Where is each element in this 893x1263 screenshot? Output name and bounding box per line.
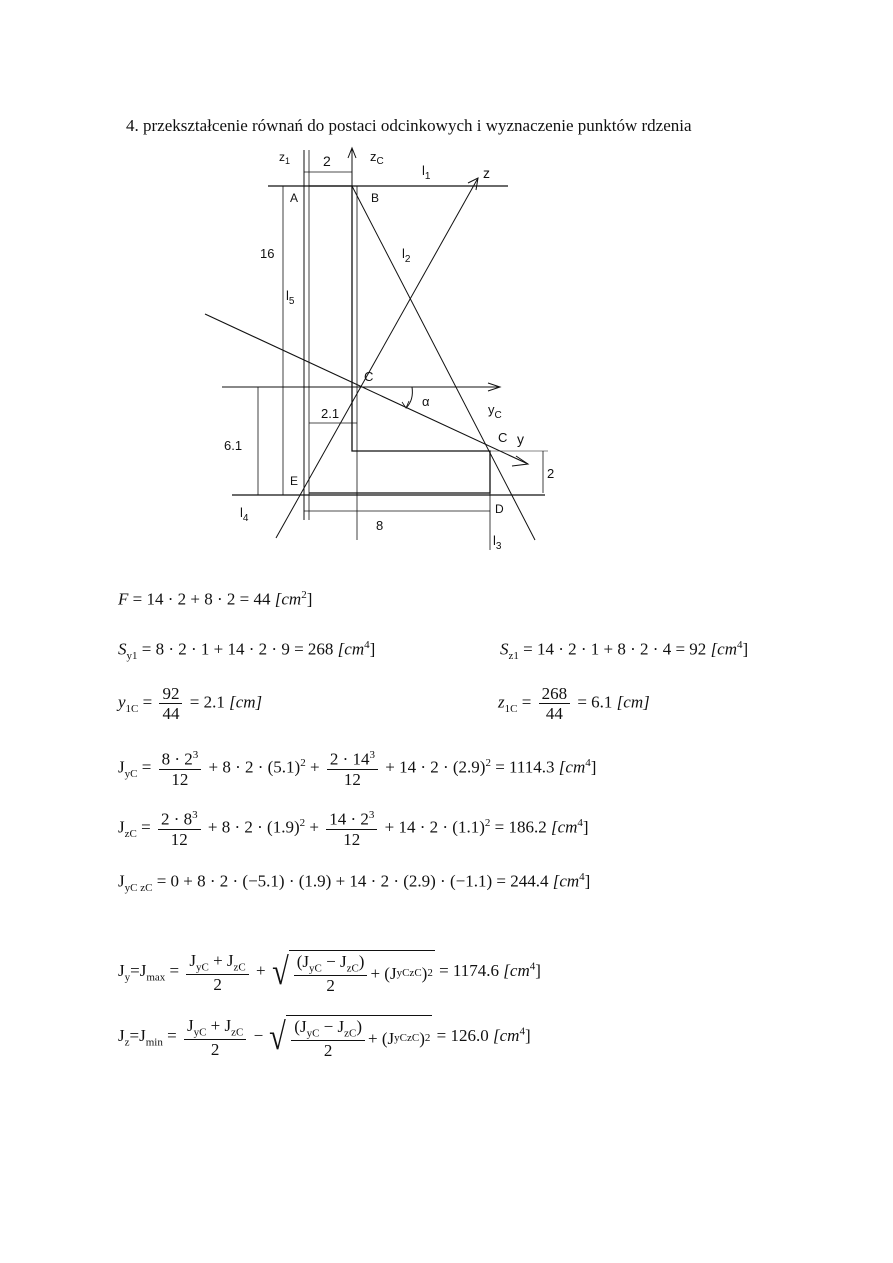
label-zc: $z_C$	[370, 149, 384, 167]
eq-product-inertia: $J_{yC zC} = 0 + 8 \cdot 2 \cdot (-5.1) \cdot (1.9) + 14 \cdot 2 \cdot (2.9) \cdot (-1.1) = 244.4$ $[cm^4]$	[118, 871, 591, 895]
dim-2-top: 2	[323, 153, 331, 169]
label-yc: $y_C$	[488, 402, 502, 421]
eq-area: F = 14 · 2 + 8 · 2 = 44 $[cm^2]$	[118, 589, 313, 609]
label-l2: $l_2$	[402, 246, 411, 265]
label-y: y	[517, 431, 524, 447]
cross-section-diagram	[190, 140, 570, 570]
eq-principal-max: $J_y=J_{max}$ = $\frac{J_{yC} + J_{zC}}{2}$ + √ $\frac{(J_{yC} - J_{zC})}{2}$ + (J yCzC ) 2 = 1174.6 $[cm^4]$	[118, 950, 541, 996]
eq-centroid-y: $y_{1C}$ = $\frac{92}{44}$ = 2.1 [cm]	[118, 684, 263, 723]
label-l3: $l_3$	[493, 533, 502, 552]
eq-static-moment-z: $S_{z1} = 14 \cdot 2 \cdot 1 + 8 \cdot 2 \cdot 4 = 92$ $[cm^4]$	[500, 639, 749, 663]
label-l4: $l_4$	[240, 505, 249, 524]
eq-centroid-z: $z_{1C}$ = $\frac{268}{44}$ = 6.1 [cm]	[498, 684, 650, 723]
label-alpha: α	[422, 394, 430, 409]
eq-principal-min: $J_z=J_{min}$ = $\frac{J_{yC} + J_{zC}}{2}$ − √ $\frac{(J_{yC} - J_{zC})}{2}$ + (J yCzC ) 2 = 126.0 $[cm^4]$	[118, 1015, 531, 1061]
label-z: z	[483, 165, 490, 181]
point-D: D	[495, 502, 504, 516]
label-l5: $l_5$	[286, 288, 295, 307]
dim-16: 16	[260, 246, 275, 261]
section-heading: 4. przekształcenie równań do postaci odcinkowych i wyznaczenie punktów rdzenia	[126, 116, 692, 135]
eq-static-moment-y: $S_{y1} = 8 \cdot 2 \cdot 1 + 14 \cdot 2 \cdot 9 = 268$ $[cm^4]$	[118, 639, 376, 663]
eq-moment-inertia-y: $J_{yC}$ = $\frac{8 \cdot 2^3}{12}$ + $8 \cdot 2 \cdot (5.1)^2$ + $\frac{2 \cdot 14^3}{12}$ + $14 \cdot 2 \cdot (2.9)^2 = 1114.3$ $[cm^4]$	[118, 749, 597, 789]
point-C-centroid: C	[364, 369, 374, 384]
label-z1: $z_1$	[279, 150, 291, 166]
dim-8: 8	[376, 518, 384, 533]
dim-6-1: 6.1	[224, 438, 243, 453]
point-B: B	[371, 191, 380, 205]
eq-moment-inertia-z: $J_{zC}$ = $\frac{2 \cdot 8^3}{12}$ + $8 \cdot 2 \cdot (1.9)^2$ + $\frac{14 \cdot 2^3}{12}$ + $14 \cdot 2 \cdot (1.1)^2 = 186.2$ $[cm^4]$	[118, 809, 589, 849]
point-E: E	[290, 474, 299, 488]
point-C: C	[498, 430, 508, 445]
point-A: A	[290, 191, 299, 205]
label-l1: $l_1$	[422, 163, 431, 182]
dim-2-1: 2.1	[321, 406, 340, 421]
dim-2-right: 2	[547, 466, 555, 481]
